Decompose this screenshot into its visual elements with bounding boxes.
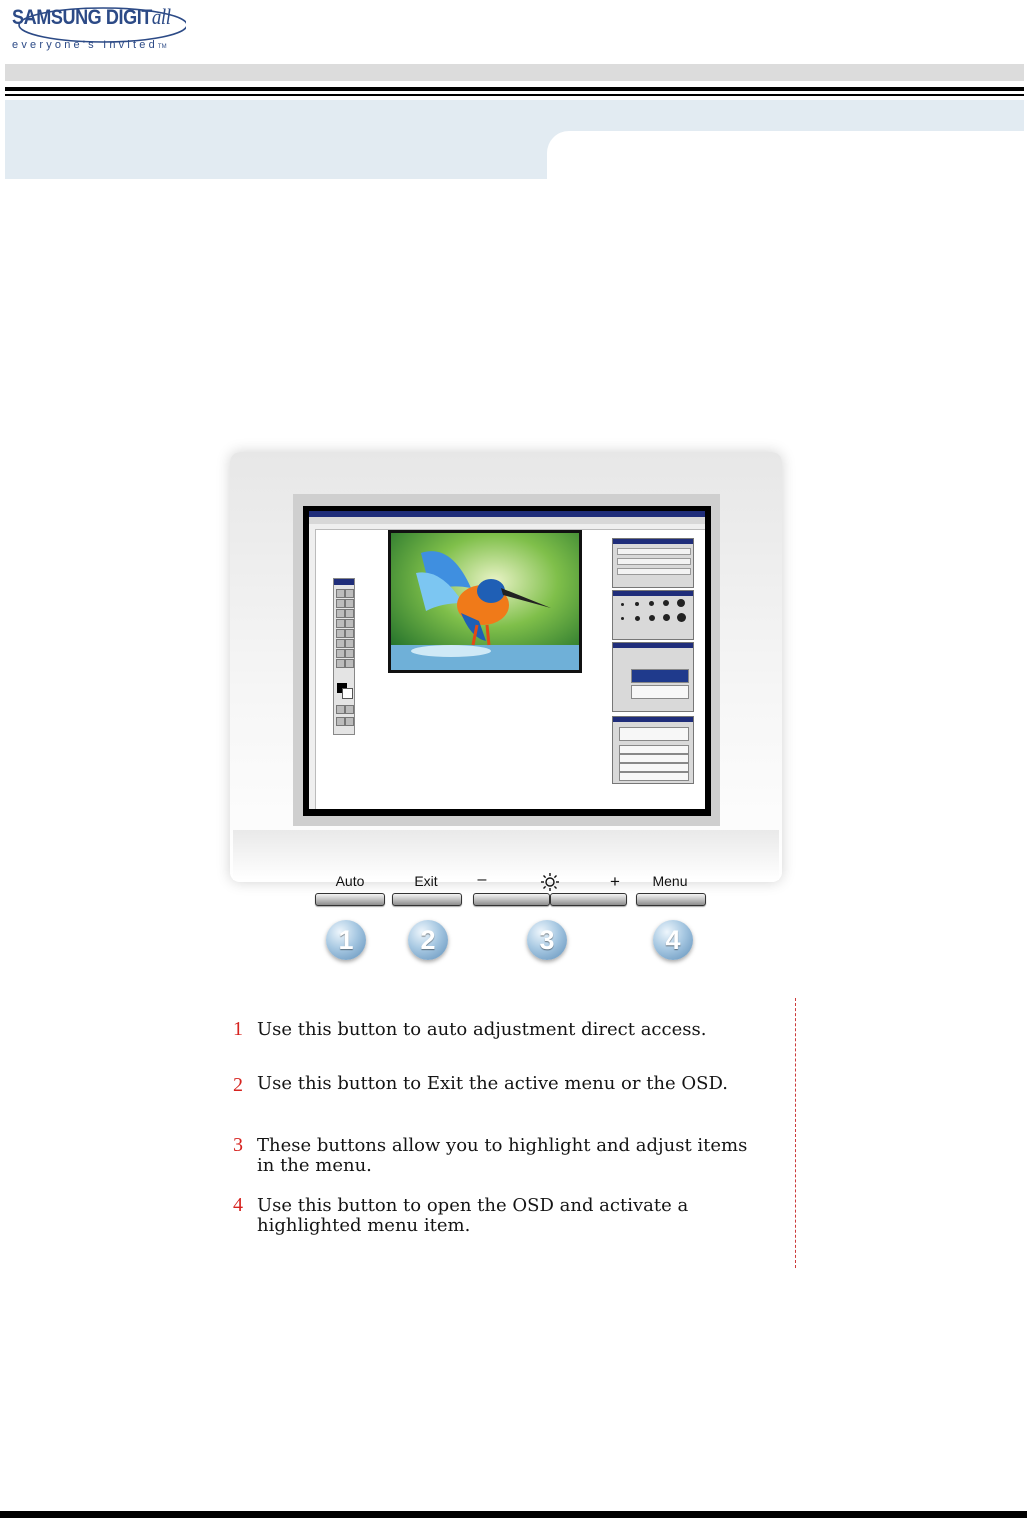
- app-menubar: [309, 517, 705, 524]
- tool-cell: [345, 649, 354, 658]
- tool-cell: [345, 629, 354, 638]
- header-gray-bar: [5, 64, 1024, 81]
- tool-cell: [336, 629, 345, 638]
- badge-4: 4: [653, 920, 693, 960]
- header-thin-rule: [5, 94, 1024, 96]
- brush-dot: [621, 603, 624, 606]
- palette-field: [617, 568, 691, 575]
- samsung-logo: [8, 4, 186, 58]
- logo-trademark: TM: [157, 44, 167, 50]
- palette-field: [617, 548, 691, 555]
- brush-dot: [635, 616, 640, 621]
- description-number-1: 1: [233, 1018, 243, 1040]
- brush-dot: [635, 602, 639, 606]
- brush-dot: [677, 599, 685, 607]
- menu-button[interactable]: [636, 893, 706, 906]
- menu-label: Menu: [652, 873, 688, 889]
- tool-cell: [345, 639, 354, 648]
- description-text-2: Use this button to Exit the active menu or the OSD.: [257, 1073, 728, 1094]
- exit-label: Exit: [414, 873, 438, 889]
- tools-palette-title: [334, 579, 354, 585]
- kingfisher-photo: [388, 530, 582, 673]
- tool-cell: [345, 619, 354, 628]
- tool-cell: [336, 589, 345, 598]
- auto-button[interactable]: [315, 893, 385, 906]
- brightness-down-button[interactable]: [473, 893, 550, 906]
- description-text-1: Use this button to auto adjustment direct access.: [257, 1019, 707, 1040]
- palette-title: [613, 591, 693, 596]
- tools-palette: [333, 578, 355, 735]
- sun-icon: [540, 872, 560, 892]
- kingfisher-image: [391, 533, 579, 670]
- history-row: [619, 763, 689, 772]
- exit-button[interactable]: [392, 893, 462, 906]
- brush-dot: [663, 614, 670, 621]
- tool-cell: [336, 705, 345, 714]
- brightness-up-button[interactable]: [550, 893, 627, 906]
- badge-2: 2: [408, 920, 448, 960]
- minus-label: –: [477, 871, 487, 888]
- logo-tagline-text: everyone's Invited: [12, 39, 158, 51]
- logo-brand-suffix: all: [151, 4, 171, 29]
- tool-cell: [345, 717, 354, 726]
- history-row: [619, 754, 689, 763]
- palette-stack: [612, 538, 694, 784]
- badge-3: 3: [527, 920, 567, 960]
- logo-brand-text: [12, 4, 171, 30]
- history-row: [619, 727, 689, 741]
- palette-title: [613, 717, 693, 722]
- tool-cell: [336, 659, 345, 668]
- brush-dot: [649, 615, 655, 621]
- monitor-lower-bezel: [233, 830, 779, 880]
- palette-title: [613, 643, 693, 648]
- palette-field: [617, 558, 691, 565]
- tool-cell: [336, 649, 345, 658]
- app-ruler-left: [309, 529, 316, 809]
- tool-cell: [345, 705, 354, 714]
- auto-label: Auto: [335, 873, 365, 889]
- background-color-swatch: [342, 688, 353, 699]
- brush-dot: [621, 617, 624, 620]
- layers-palette: [612, 642, 694, 712]
- tool-cell: [336, 609, 345, 618]
- layer-row-selected: [631, 669, 689, 683]
- description-number-2: 2: [233, 1074, 243, 1096]
- header-thick-rule: [5, 87, 1024, 91]
- tool-cell: [345, 599, 354, 608]
- description-number-3: 3: [233, 1134, 243, 1156]
- plus-label: +: [610, 872, 620, 891]
- history-row: [619, 745, 689, 754]
- tool-cell: [336, 619, 345, 628]
- red-dashed-divider: [795, 998, 796, 1268]
- history-row: [619, 772, 689, 781]
- monitor-screen: [303, 506, 711, 816]
- logo-brand: SAMSUNG DIGIT: [12, 6, 152, 29]
- tool-cell: [345, 589, 354, 598]
- badge-1: 1: [326, 920, 366, 960]
- options-palette: [612, 538, 694, 588]
- palette-title: [613, 539, 693, 544]
- description-text-4: Use this button to open the OSD and activate a highlighted menu item.: [257, 1195, 689, 1236]
- brush-dot: [677, 613, 686, 622]
- tool-cell: [336, 717, 345, 726]
- brush-dot: [663, 600, 669, 606]
- history-palette: [612, 716, 694, 784]
- tool-cell: [336, 599, 345, 608]
- tool-cell: [345, 659, 354, 668]
- brush-dot: [649, 601, 654, 606]
- tool-cell: [345, 609, 354, 618]
- description-text-3: These buttons allow you to highlight and adjust items in the menu.: [257, 1135, 748, 1176]
- title-tab: [547, 131, 1024, 179]
- layer-row: [631, 685, 689, 699]
- tool-cell: [336, 639, 345, 648]
- logo-tagline: [12, 39, 167, 51]
- screen-app-window: [309, 511, 705, 809]
- brushes-palette: [612, 590, 694, 640]
- description-number-4: 4: [233, 1194, 243, 1216]
- footer-rule: [0, 1511, 1027, 1518]
